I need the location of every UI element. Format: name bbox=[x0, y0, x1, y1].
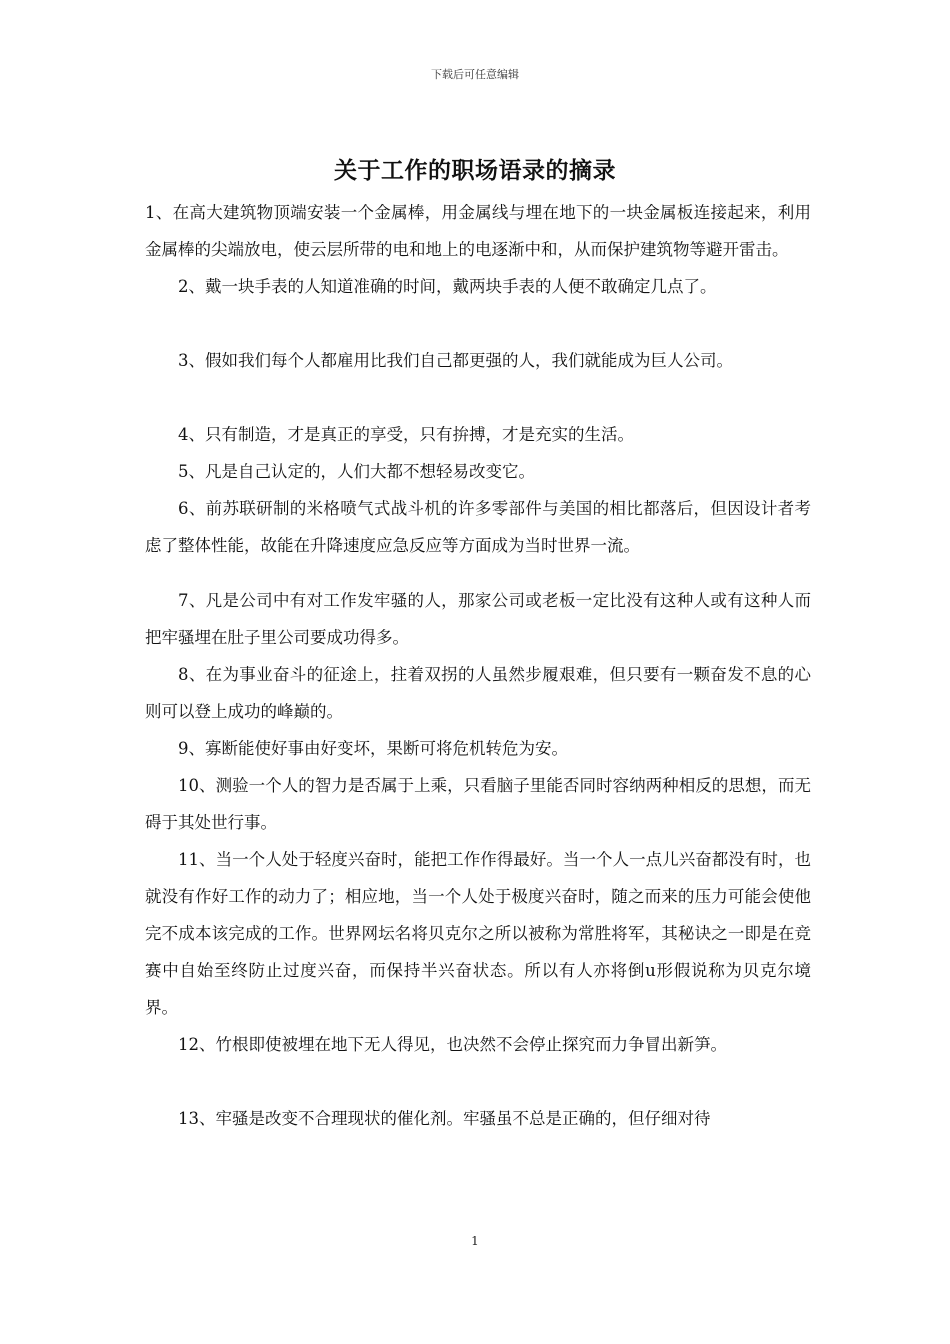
paragraph-1: 1、在高大建筑物顶端安装一个金属棒，用金属线与埋在地下的一块金属板连接起来，利用金属棒的尖端放电，使云层所带的电和地上的电逐渐中和，从而保护建筑物等避开雷击。 bbox=[145, 203, 811, 259]
paragraph-11: 11、当一个人处于轻度兴奋时，能把工作作得最好。当一个人一点儿兴奋都没有时，也就没有作好工作的动力了；相应地，当一个人处于极度兴奋时，随之而来的压力可能会使他完不成本该完成的工作。世界网坛名将贝克尔之所以被称为常胜将军，其秘诀之一即是在竞赛中自始至终防止过度兴奋，而保持半兴奋状态。所以有人亦将倒u形假说称为贝克尔境界。 bbox=[145, 850, 811, 1017]
paragraph-12: 12、竹根即使被埋在地下无人得见，也决然不会停止探究而力争冒出新笋。 bbox=[178, 1035, 727, 1054]
page-number: 1 bbox=[471, 1234, 479, 1248]
paragraph-5: 5、凡是自己认定的，人们大都不想轻易改变它。 bbox=[178, 462, 535, 481]
paragraph-7: 7、凡是公司中有对工作发牢骚的人，那家公司或老板一定比没有这种人或有这种人而把牢骚埋在肚子里公司要成功得多。 bbox=[145, 591, 811, 647]
paragraph-2: 2、戴一块手表的人知道准确的时间，戴两块手表的人便不敢确定几点了。 bbox=[178, 277, 717, 296]
paragraph-13: 13、牢骚是改变不合理现状的催化剂。牢骚虽不总是正确的，但仔细对待 bbox=[178, 1109, 711, 1128]
paragraph-9: 9、寡断能使好事由好变坏，果断可将危机转危为安。 bbox=[178, 739, 568, 758]
paragraph-6: 6、前苏联研制的米格喷气式战斗机的许多零部件与美国的相比都落后，但因设计者考虑了整体性能，故能在升降速度应急反应等方面成为当时世界一流。 bbox=[145, 499, 811, 555]
paragraph-10: 10、测验一个人的智力是否属于上乘，只看脑子里能否同时容纳两种相反的思想，而无碍于其处世行事。 bbox=[145, 776, 811, 832]
document-body bbox=[145, 194, 811, 1137]
document-title: 关于工作的职场语录的摘录 bbox=[334, 157, 616, 184]
page-header: 下载后可任意编辑 bbox=[431, 68, 519, 81]
paragraph-8: 8、在为事业奋斗的征途上，拄着双拐的人虽然步履艰难，但只要有一颗奋发不息的心则可以登上成功的峰巅的。 bbox=[145, 665, 811, 721]
paragraph-4: 4、只有制造，才是真正的享受，只有拚搏，才是充实的生活。 bbox=[178, 425, 634, 444]
paragraph-3: 3、假如我们每个人都雇用比我们自己都更强的人，我们就能成为巨人公司。 bbox=[178, 351, 733, 370]
